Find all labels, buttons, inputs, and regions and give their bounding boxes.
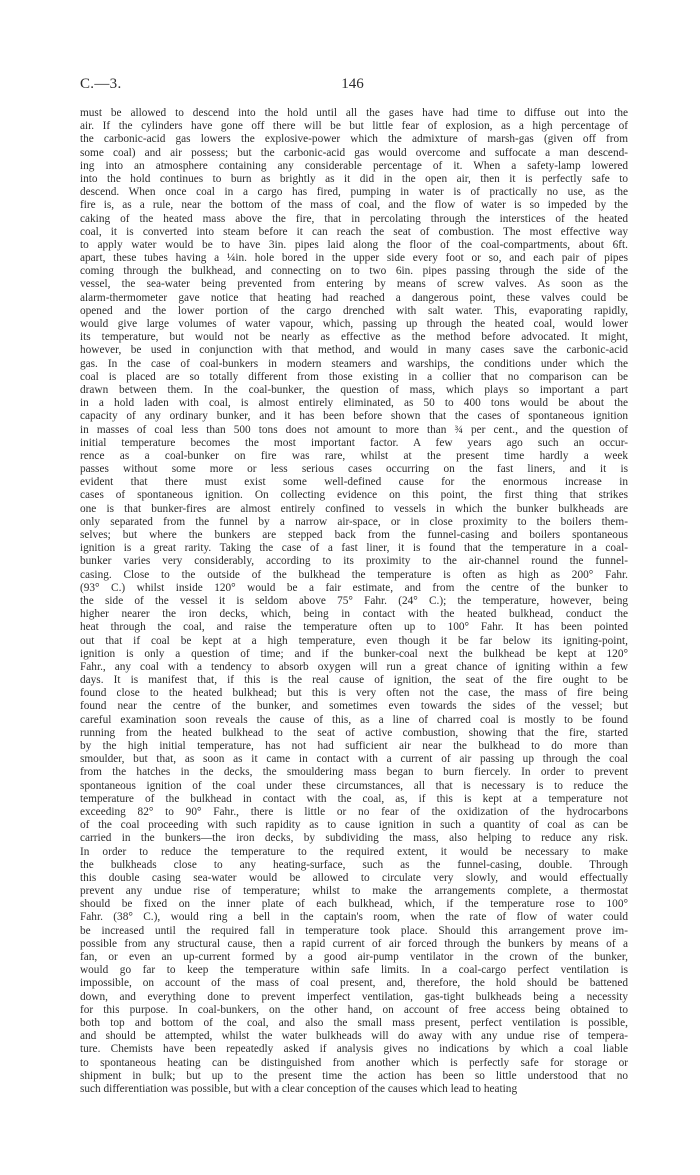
text-line: in masses of coal less than 500 tons does not amount to more than ¾ per cent., and the question of: [80, 423, 628, 436]
text-line: should be fixed on the inner plate of each bulkhead, which, if the temperature rose to 100°: [80, 898, 628, 911]
text-line: only separated from the funnel by a narrow air-space, or in close proximity to the boilers them-: [80, 515, 628, 528]
text-line: descend. When once coal in a cargo has fired, pumping in water is of practically no use, as the: [80, 186, 628, 199]
page-header: [80, 76, 625, 96]
text-line: to apply water would be to have 3in. pipes laid along the floor of the coal-compartments, about 6ft.: [80, 238, 628, 251]
text-line: to spontaneous heating can be distinguished from another which is perfectly safe for storage or: [80, 1056, 628, 1069]
text-line: its temperature, but would not be nearly as effective as the method before advocated. It might,: [80, 331, 628, 344]
text-line: in a hold laden with coal, is almost entirely eliminated, as 50 to 400 tons would be about the: [80, 397, 628, 410]
text-line: careful examination soon reveals the cause of this, as a line of charred coal is mostly to be found: [80, 713, 628, 726]
text-line: be increased until the required fall in temperature took place. Should this arrangement prove im-: [80, 924, 628, 937]
text-line: and should be attempted, whilst the water bulkheads will do away with any undue rise of tempera-: [80, 1030, 628, 1043]
text-line: however, be used in conjunction with that method, and would in many cases save the carbonic-acid: [80, 344, 628, 357]
text-line: fire is, as a rule, near the bottom of the mass of coal, and the flow of water is so impeded by the: [80, 199, 628, 212]
text-line: of the coal proceeding with such rapidity as to cause ignition in such a quantity of coal as can be: [80, 819, 628, 832]
text-line: would give large volumes of water vapour, which, passing up through the heated coal, would lower: [80, 318, 628, 330]
text-line: out that if coal be kept at a high temperature, even though it be far below its igniting-point,: [80, 634, 628, 647]
text-line: this double casing sea-water would be allowed to circulate very slowly, and would effectually: [80, 871, 628, 884]
text-line: passes without some more or less serious cases occurring on the fast liners, and it is: [80, 463, 628, 476]
text-line: Fahr. (38° C.), would ring a bell in the captain's room, when the rate of flow of water could: [80, 911, 628, 924]
text-line: found close to the heated bulkhead; but this is very often not the case, the mass of fire being: [80, 687, 628, 700]
text-line: cases of spontaneous ignition. On collecting evidence on this point, the first thing that strikes: [80, 489, 628, 502]
text-line: such differentiation was possible, but with a clear conception of the causes which lead to heating: [80, 1082, 518, 1095]
text-line: air. If the cylinders have gone off there will be but little fear of explosion, as a high percentage of: [80, 120, 628, 133]
text-line: alarm-thermometer gave notice that heating had reached a dangerous point, these valves could be: [80, 291, 628, 304]
text-line: capacity of any ordinary bunker, and it has been before shown that the cases of spontaneous ignition: [80, 410, 628, 423]
text-line: smoulder, but that, as soon as it came in contact with a current of air passing up through the coal: [80, 753, 628, 766]
text-line: bunker varies very considerably, according to its proximity to the air-channel round the funnel-: [80, 555, 628, 568]
text-line: exceeding 82° to 90° Fahr., there is little or no fear of the oxidization of the hydrocarbons: [80, 805, 628, 818]
text-line: into the hold continues to burn as brightly as it did in the open air, then it is perfectly safe to: [80, 172, 628, 185]
text-line: opened and the lower portion of the cargo drenched with salt water. This, evaporating rapidly,: [80, 304, 628, 317]
page-number: 146: [341, 76, 364, 92]
text-line: selves; but where the bunkers are stepped back from the funnel-casing and boilers spontaneous: [80, 529, 628, 541]
text-line: fan, or even an up-current formed by a good air-pump ventilator in the crown of the bunker,: [80, 951, 628, 963]
text-line: running from the heated bulkhead to the seat of active combustion, showing that the fire, started: [80, 726, 628, 739]
text-line: prevent any undue rise of temperature; whilst to make the arrangements complete, a thermostat: [80, 885, 628, 898]
text-line: by the high initial temperature, has not had sufficient air near the bulkhead to do more than: [80, 740, 628, 752]
text-line: rence as a coal-bunker on fire was rare, whilst at the present time hardly a week: [80, 449, 628, 462]
text-line: the bulkheads close to any heating-surface, such as the funnel-casing, double. Through: [80, 858, 628, 871]
text-line: the side of the vessel it is seldom above 75° Fahr. (24° C.); the temperature, however, being: [80, 594, 628, 607]
text-line: must be allowed to descend into the hold until all the gases have had time to diffuse out into the: [80, 107, 628, 119]
text-line: the carbonic-acid gas lowers the explosive-power which the admixture of marsh-gas (given off from: [80, 133, 628, 146]
text-line: both top and bottom of the coal, and also the small mass present, perfect ventilation is possible,: [80, 1016, 628, 1029]
text-line: Fahr., any coal with a tendency to absorb oxygen will run a great chance of igniting within a few: [80, 660, 628, 673]
text-line: possible from any structural cause, then a rapid current of air forced through the bunkers by means of a: [80, 937, 628, 950]
text-line: carried in the bunkers—the iron decks, by subdividing the mass, also helping to reduce any risk.: [80, 832, 628, 845]
text-line: evident that there must exist some well-defined cause for the enormous increase in: [80, 476, 628, 489]
text-line: coming through the bulkhead, and connecting on to two 6in. pipes passing through the side of the: [80, 265, 628, 278]
text-line: ignition is a great rarity. Taking the case of a fast liner, it is found that the temperature in a coal-: [80, 542, 628, 555]
text-line: heat through the coal, and raise the temperature often up to 100° Fahr. It has been pointed: [80, 621, 628, 634]
text-line: higher nearer the iron decks, which, being in contact with the heated bulkhead, conduct the: [80, 608, 628, 621]
text-line: coal, it is converted into steam before it can reach the seat of combustion. The most effective way: [80, 225, 628, 238]
text-line: temperature of the bulkhead in contact with the coal, as, if this is kept at a temperature not: [80, 792, 628, 805]
text-line: from the hatches in the decks, the smouldering mass began to burn fiercely. In order to prevent: [80, 766, 628, 779]
text-line: found near the centre of the bunker, and sometimes even towards the sides of the vessel; but: [80, 700, 628, 713]
text-line: spontaneous ignition of the coal under these circumstances, all that is necessary is to reduce the: [80, 779, 628, 792]
text-line: In order to reduce the temperature to the required extent, it would be necessary to make: [80, 845, 628, 858]
text-line: would go far to keep the temperature within safe limits. In a coal-cargo perfect ventilation is: [80, 964, 628, 977]
text-line: ing into an atmosphere containing any considerable percentage of it. When a safety-lamp lowered: [80, 159, 628, 172]
text-line: vessel, the sea-water being prevented from entering by means of screw valves. As soon as the: [80, 278, 628, 291]
text-line: ignition is only a question of time; and if the bunker-coal next the bulkhead be kept at 120°: [80, 647, 628, 660]
text-line: some coal) and air possess; but the carbonic-acid gas would overcome and suffocate a man descend-: [80, 146, 628, 159]
text-line: coal is placed are so totally different from those existing in a collier that no comparison can be: [80, 370, 628, 383]
text-line: shipment in bulk; but up to the present time the action has been so little understood that no: [80, 1069, 628, 1082]
text-line: one is that bunker-fires are almost entirely confined to vessels in which the bunker bulkheads are: [80, 502, 628, 515]
body-text: [80, 107, 628, 1096]
text-line: casing. Close to the outside of the bulkhead the temperature is often as high as 200° Fahr.: [80, 568, 628, 581]
document-reference: C.—3.: [80, 76, 122, 92]
text-line: (93° C.) whilst inside 120° would be a fair estimate, and from the centre of the bunker to: [80, 581, 628, 594]
text-line: caking of the heated mass above the fire, that in percolating through the interstices of the heated: [80, 212, 628, 225]
text-line: down, and everything done to prevent imperfect ventilation, gas-tight bulkheads being a necessity: [80, 990, 628, 1003]
text-line: ture. Chemists have been repeatedly asked if analysis gives no indications by which a coal liable: [80, 1043, 628, 1056]
text-line: apart, these tubes having a ¼in. hole bored in the upper side every foot or so, and each pair of pipes: [80, 252, 628, 265]
text-line: gas. In the case of coal-bunkers in modern steamers and warships, the conditions under which the: [80, 357, 628, 370]
text-line: impossible, on account of the mass of coal present, and, therefore, the hold should be battened: [80, 977, 628, 990]
text-line: initial temperature becomes the most important factor. A few years ago such an occur-: [80, 436, 628, 449]
text-line: for this purpose. In coal-bunkers, on the other hand, on account of free access being obtained to: [80, 1003, 628, 1016]
text-line: drawn between them. In the coal-bunker, the question of mass, which plays so important a part: [80, 383, 628, 396]
text-line: days. It is manifest that, if this is the real cause of ignition, the seat of the fire ought to be: [80, 674, 628, 687]
